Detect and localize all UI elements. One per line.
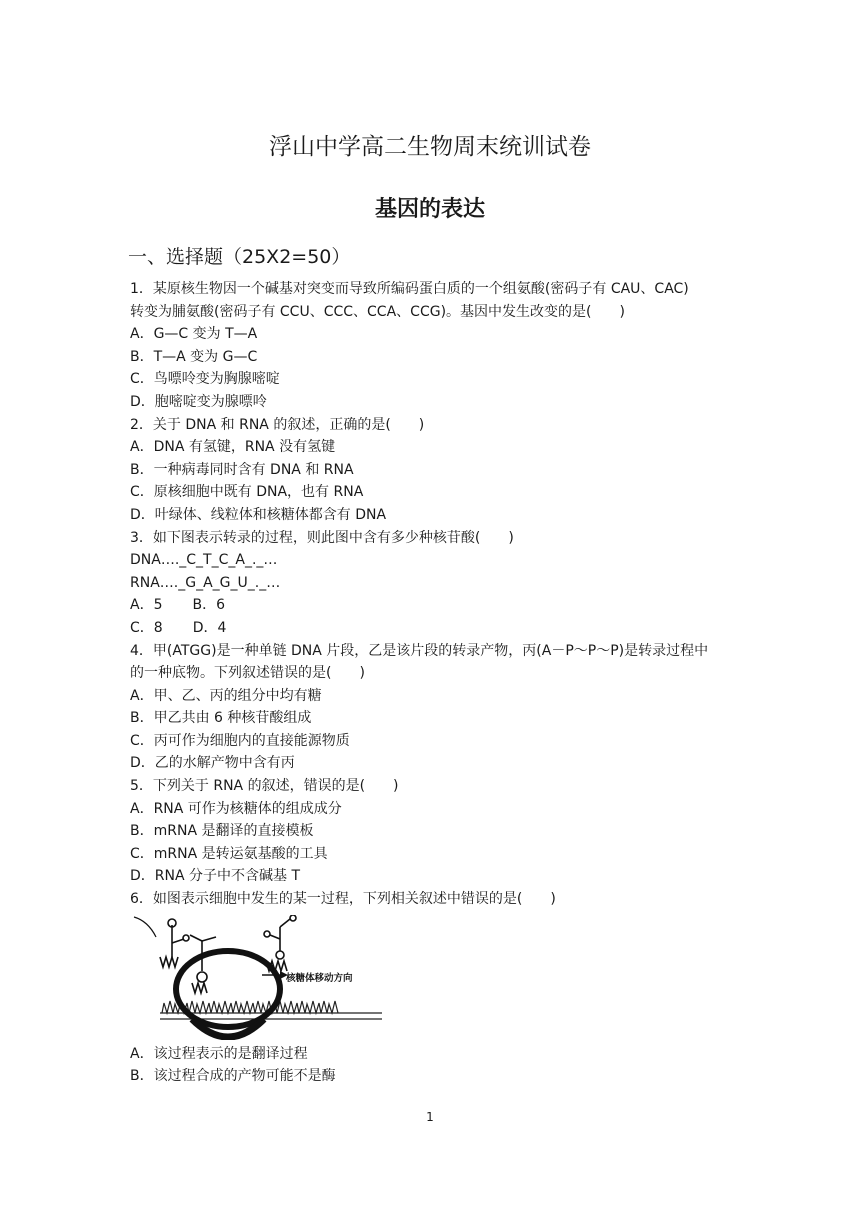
figure-direction-label: 核糖体移动方向 — [286, 972, 353, 984]
question-5-option-b: B．mRNA 是翻译的直接模板 — [130, 823, 314, 840]
question-5-option-a: A．RNA 可作为核糖体的组成成分 — [130, 800, 342, 817]
question-3-dna-strand: DNA…._C_T_C_A_._… — [130, 552, 278, 569]
section-heading: 一、选择题（25X2=50） — [128, 246, 351, 268]
question-1-stem-line-1: 1．某原核生物因一个碱基对突变而导致所编码蛋白质的一个组氨酸(密码子有 CAU、CAC) — [130, 281, 689, 297]
question-5-stem: 5．下列关于 RNA 的叙述，错误的是( ) — [130, 778, 399, 795]
question-4-option-d: D．乙的水解产物中含有丙 — [130, 755, 295, 772]
page-number: 1 — [426, 1110, 434, 1124]
question-2-option-b: B．一种病毒同时含有 DNA 和 RNA — [130, 461, 354, 478]
translation-figure — [130, 911, 740, 1043]
question-2-option-d: D．叶绿体、线粒体和核糖体都含有 DNA — [130, 506, 387, 523]
question-1-option-d: D．胞嘧啶变为腺嘌呤 — [130, 393, 267, 410]
question-3-option-d: D．4 — [192, 619, 227, 636]
question-1-option-b: B．T—A 变为 G—C — [130, 348, 258, 365]
question-3-option-a: A．5 — [130, 597, 163, 614]
question-1-stem-line-2: 转变为脯氨酸(密码子有 CCU、CCC、CCA、CCG)。基因中发生改变的是( ) — [130, 303, 625, 320]
question-6-option-a: A．该过程表示的是翻译过程 — [130, 1045, 308, 1062]
question-4-option-b: B．甲乙共由 6 种核苷酸组成 — [130, 710, 312, 727]
question-3-stem: 3．如下图表示转录的过程，则此图中含有多少种核苷酸( ) — [130, 529, 514, 546]
exam-subtitle: 基因的表达 — [374, 197, 485, 222]
question-6-stem: 6．如图表示细胞中发生的某一过程，下列相关叙述中错误的是( ) — [130, 891, 556, 908]
question-3-rna-strand: RNA…._G_A_G_U_._… — [130, 574, 281, 591]
release-arrow-icon — [134, 917, 156, 937]
question-4-stem-line-2: 的一种底物。下列叙述错误的是( ) — [130, 665, 365, 682]
question-2-stem: 2．关于 DNA 和 RNA 的叙述，正确的是( ) — [130, 416, 425, 433]
question-5-option-d: D．RNA 分子中不含碱基 T — [130, 868, 301, 885]
question-1-option-a: A．G—C 变为 T—A — [130, 326, 258, 343]
ribosome-large-subunit — [176, 951, 280, 1027]
question-4-stem-line-1: 4．甲(ATGG)是一种单链 DNA 片段，乙是该片段的转录产物，丙(A－P～P～P)是转录过程中 — [130, 642, 709, 659]
question-list — [130, 278, 740, 1088]
exam-title: 浮山中学高二生物周末统训试卷 — [269, 134, 591, 160]
question-4-option-c: C．丙可作为细胞内的直接能源物质 — [130, 732, 350, 749]
question-6-option-b: B．该过程合成的产物可能不是酶 — [130, 1068, 336, 1085]
question-2-option-c: C．原核细胞中既有 DNA，也有 RNA — [130, 484, 364, 501]
question-3-option-b: B．6 — [192, 597, 225, 614]
question-3-options-row-2 — [130, 617, 740, 640]
question-1-option-c: C．鸟嘌呤变为胸腺嘧啶 — [130, 371, 280, 388]
question-4-option-a: A．甲、乙、丙的组分中均有糖 — [130, 687, 322, 704]
question-3-option-c: C．8 — [130, 619, 163, 636]
ribosome-translation-diagram — [130, 915, 390, 1040]
question-3-options-row-1 — [130, 594, 740, 617]
question-2-option-a: A．DNA 有氢键，RNA 没有氢键 — [130, 439, 336, 456]
question-5-option-c: C．mRNA 是转运氨基酸的工具 — [130, 845, 328, 862]
trna-icon — [160, 915, 296, 993]
